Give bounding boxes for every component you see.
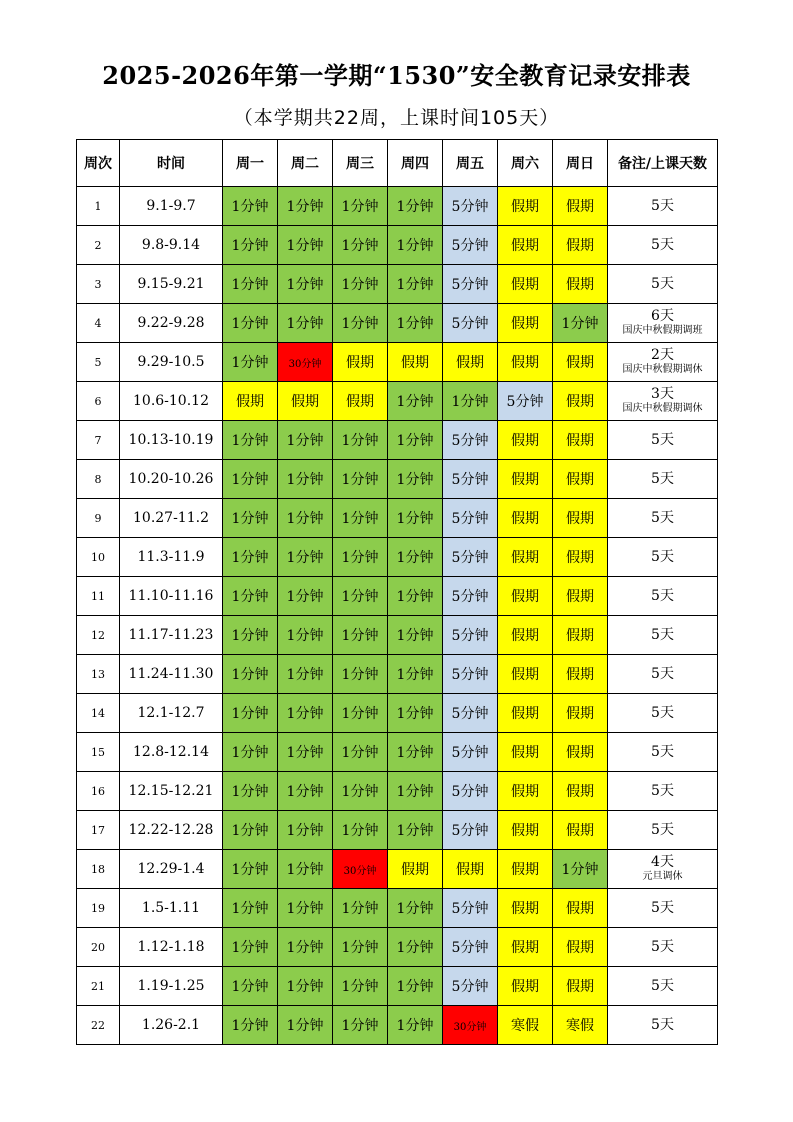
week-number: 7 [77, 421, 120, 460]
class-days: 5天 [651, 587, 674, 604]
day-cell-sat: 假期 [498, 772, 553, 811]
day-cell-sun: 假期 [553, 538, 608, 577]
header-row [77, 140, 718, 187]
week-date-range: 12.15-12.21 [120, 772, 223, 811]
day-cell-thu: 假期 [388, 850, 443, 889]
day-cell-sat: 假期 [498, 967, 553, 1006]
day-cell-thu: 1分钟 [388, 694, 443, 733]
note-cell [608, 655, 718, 694]
class-days: 5天 [651, 509, 674, 526]
table-row [77, 772, 718, 811]
week-date-range: 9.15-9.21 [120, 265, 223, 304]
day-cell-tue: 1分钟 [278, 694, 333, 733]
day-cell-sun: 假期 [553, 460, 608, 499]
day-cell-thu: 1分钟 [388, 811, 443, 850]
day-cell-sat: 假期 [498, 616, 553, 655]
day-cell-sun: 假期 [553, 343, 608, 382]
note-remark: 国庆中秋假期调休 [622, 364, 703, 375]
note-remark: 国庆中秋假期调休 [622, 403, 703, 414]
day-cell-thu: 1分钟 [388, 265, 443, 304]
week-date-range: 1.5-1.11 [120, 889, 223, 928]
week-date-range: 1.19-1.25 [120, 967, 223, 1006]
week-number: 9 [77, 499, 120, 538]
week-date-range: 12.8-12.14 [120, 733, 223, 772]
day-cell-tue: 1分钟 [278, 655, 333, 694]
day-cell-tue: 1分钟 [278, 187, 333, 226]
table-row [77, 499, 718, 538]
day-cell-sun: 假期 [553, 265, 608, 304]
week-date-range: 11.10-11.16 [120, 577, 223, 616]
class-days: 5天 [651, 665, 674, 682]
day-cell-sat: 假期 [498, 655, 553, 694]
table-row [77, 733, 718, 772]
table-row [77, 811, 718, 850]
class-days: 5天 [651, 938, 674, 955]
week-date-range: 1.12-1.18 [120, 928, 223, 967]
day-cell-mon: 1分钟 [223, 421, 278, 460]
week-number: 1 [77, 187, 120, 226]
week-number: 5 [77, 343, 120, 382]
day-cell-tue: 1分钟 [278, 811, 333, 850]
day-cell-thu: 1分钟 [388, 538, 443, 577]
day-cell-wed: 1分钟 [333, 733, 388, 772]
day-cell-sat: 假期 [498, 421, 553, 460]
day-cell-sat: 假期 [498, 694, 553, 733]
day-cell-mon: 假期 [223, 382, 278, 421]
table-row [77, 460, 718, 499]
class-days: 5天 [651, 470, 674, 487]
day-cell-tue: 1分钟 [278, 928, 333, 967]
header-sun: 周日 [553, 140, 608, 187]
day-cell-sun: 假期 [553, 616, 608, 655]
day-cell-fri: 5分钟 [443, 655, 498, 694]
week-date-range: 10.27-11.2 [120, 499, 223, 538]
table-row [77, 928, 718, 967]
day-cell-sat: 假期 [498, 187, 553, 226]
week-number: 19 [77, 889, 120, 928]
note-remark: 国庆中秋假期调班 [622, 325, 703, 336]
week-date-range: 9.8-9.14 [120, 226, 223, 265]
day-cell-wed: 假期 [333, 343, 388, 382]
day-cell-mon: 1分钟 [223, 694, 278, 733]
class-days: 5天 [651, 977, 674, 994]
day-cell-mon: 1分钟 [223, 538, 278, 577]
day-cell-wed: 1分钟 [333, 187, 388, 226]
week-number: 14 [77, 694, 120, 733]
day-cell-fri: 5分钟 [443, 577, 498, 616]
header-tue: 周二 [278, 140, 333, 187]
day-cell-tue: 1分钟 [278, 499, 333, 538]
day-cell-fri: 5分钟 [443, 538, 498, 577]
table-row [77, 967, 718, 1006]
day-cell-mon: 1分钟 [223, 811, 278, 850]
day-cell-sun: 假期 [553, 772, 608, 811]
day-cell-sun: 假期 [553, 499, 608, 538]
day-cell-thu: 1分钟 [388, 928, 443, 967]
table-row [77, 382, 718, 421]
day-cell-wed: 1分钟 [333, 538, 388, 577]
table-row [77, 187, 718, 226]
table-row [77, 577, 718, 616]
note-cell [608, 382, 718, 421]
day-cell-sun: 假期 [553, 811, 608, 850]
class-days: 5天 [651, 236, 674, 253]
day-cell-tue: 1分钟 [278, 967, 333, 1006]
day-cell-sun: 假期 [553, 577, 608, 616]
day-cell-fri: 5分钟 [443, 889, 498, 928]
header-fri: 周五 [443, 140, 498, 187]
day-cell-sat: 假期 [498, 460, 553, 499]
day-cell-thu: 1分钟 [388, 499, 443, 538]
page-subtitle: （本学期共22周，上课时间105天） [233, 107, 560, 129]
note-cell [608, 226, 718, 265]
day-cell-thu: 1分钟 [388, 772, 443, 811]
week-number: 13 [77, 655, 120, 694]
week-number: 18 [77, 850, 120, 889]
note-cell [608, 733, 718, 772]
note-cell [608, 460, 718, 499]
day-cell-wed: 1分钟 [333, 460, 388, 499]
day-cell-sat: 假期 [498, 733, 553, 772]
week-number: 4 [77, 304, 120, 343]
day-cell-mon: 1分钟 [223, 850, 278, 889]
note-cell [608, 1006, 718, 1045]
day-cell-mon: 1分钟 [223, 1006, 278, 1045]
day-cell-mon: 1分钟 [223, 772, 278, 811]
day-cell-sat: 假期 [498, 850, 553, 889]
day-cell-fri: 5分钟 [443, 928, 498, 967]
week-date-range: 9.1-9.7 [120, 187, 223, 226]
day-cell-wed: 1分钟 [333, 421, 388, 460]
day-cell-fri: 5分钟 [443, 226, 498, 265]
header-sat: 周六 [498, 140, 553, 187]
day-cell-wed: 1分钟 [333, 694, 388, 733]
day-cell-fri: 5分钟 [443, 733, 498, 772]
day-cell-mon: 1分钟 [223, 928, 278, 967]
note-cell [608, 694, 718, 733]
day-cell-sun: 假期 [553, 382, 608, 421]
note-cell [608, 577, 718, 616]
class-days: 5天 [651, 548, 674, 565]
header-note: 备注/上课天数 [608, 140, 718, 187]
day-cell-sun: 假期 [553, 733, 608, 772]
table-row [77, 421, 718, 460]
day-cell-tue: 1分钟 [278, 538, 333, 577]
class-days: 5天 [651, 782, 674, 799]
day-cell-fri: 5分钟 [443, 694, 498, 733]
week-number: 12 [77, 616, 120, 655]
day-cell-sun: 假期 [553, 655, 608, 694]
table-row [77, 343, 718, 382]
week-number: 6 [77, 382, 120, 421]
page-title: 2025-2026年第一学期“1530”安全教育记录安排表 [102, 61, 691, 90]
day-cell-wed: 1分钟 [333, 616, 388, 655]
week-number: 17 [77, 811, 120, 850]
day-cell-sun: 假期 [553, 187, 608, 226]
day-cell-thu: 1分钟 [388, 382, 443, 421]
day-cell-tue: 1分钟 [278, 733, 333, 772]
day-cell-wed: 1分钟 [333, 772, 388, 811]
day-cell-wed: 1分钟 [333, 226, 388, 265]
week-date-range: 12.29-1.4 [120, 850, 223, 889]
day-cell-sat: 假期 [498, 343, 553, 382]
day-cell-tue: 1分钟 [278, 889, 333, 928]
day-cell-sat: 假期 [498, 889, 553, 928]
day-cell-sun: 假期 [553, 694, 608, 733]
note-cell [608, 967, 718, 1006]
note-cell [608, 187, 718, 226]
week-date-range: 11.17-11.23 [120, 616, 223, 655]
week-date-range: 1.26-2.1 [120, 1006, 223, 1045]
day-cell-sun: 假期 [553, 226, 608, 265]
table-row [77, 655, 718, 694]
note-cell [608, 499, 718, 538]
week-number: 20 [77, 928, 120, 967]
week-date-range: 11.24-11.30 [120, 655, 223, 694]
day-cell-fri: 5分钟 [443, 772, 498, 811]
class-days: 5天 [651, 275, 674, 292]
day-cell-tue: 1分钟 [278, 421, 333, 460]
week-date-range: 10.6-10.12 [120, 382, 223, 421]
note-cell [608, 343, 718, 382]
day-cell-thu: 1分钟 [388, 967, 443, 1006]
day-cell-tue: 1分钟 [278, 616, 333, 655]
day-cell-fri: 5分钟 [443, 187, 498, 226]
day-cell-tue: 1分钟 [278, 265, 333, 304]
note-cell [608, 304, 718, 343]
week-date-range: 12.1-12.7 [120, 694, 223, 733]
note-cell [608, 811, 718, 850]
day-cell-fri: 假期 [443, 850, 498, 889]
day-cell-tue: 1分钟 [278, 226, 333, 265]
day-cell-fri: 5分钟 [443, 460, 498, 499]
note-cell [608, 889, 718, 928]
day-cell-sun: 假期 [553, 889, 608, 928]
day-cell-fri: 5分钟 [443, 421, 498, 460]
header-mon: 周一 [223, 140, 278, 187]
class-days: 4天 [651, 854, 674, 870]
day-cell-thu: 1分钟 [388, 421, 443, 460]
day-cell-sat: 假期 [498, 538, 553, 577]
day-cell-wed: 1分钟 [333, 1006, 388, 1045]
class-days: 5天 [651, 743, 674, 760]
day-cell-fri: 5分钟 [443, 304, 498, 343]
day-cell-sun: 寒假 [553, 1006, 608, 1045]
note-cell [608, 265, 718, 304]
day-cell-mon: 1分钟 [223, 499, 278, 538]
day-cell-mon: 1分钟 [223, 577, 278, 616]
day-cell-wed: 1分钟 [333, 499, 388, 538]
class-days: 5天 [651, 197, 674, 214]
day-cell-fri: 5分钟 [443, 811, 498, 850]
day-cell-fri: 5分钟 [443, 616, 498, 655]
note-cell [608, 850, 718, 889]
day-cell-thu: 1分钟 [388, 889, 443, 928]
day-cell-wed: 30分钟 [333, 850, 388, 889]
week-date-range: 10.20-10.26 [120, 460, 223, 499]
class-days: 5天 [651, 626, 674, 643]
schedule-table [76, 139, 718, 1045]
day-cell-wed: 1分钟 [333, 304, 388, 343]
day-cell-tue: 1分钟 [278, 304, 333, 343]
table-row [77, 538, 718, 577]
day-cell-wed: 假期 [333, 382, 388, 421]
week-number: 8 [77, 460, 120, 499]
day-cell-wed: 1分钟 [333, 655, 388, 694]
day-cell-sat: 假期 [498, 304, 553, 343]
note-cell [608, 772, 718, 811]
note-cell [608, 538, 718, 577]
day-cell-wed: 1分钟 [333, 889, 388, 928]
day-cell-tue: 1分钟 [278, 577, 333, 616]
week-date-range: 9.29-10.5 [120, 343, 223, 382]
day-cell-tue: 1分钟 [278, 772, 333, 811]
week-number: 22 [77, 1006, 120, 1045]
class-days: 5天 [651, 821, 674, 838]
class-days: 3天 [651, 386, 674, 402]
day-cell-sun: 假期 [553, 421, 608, 460]
table-row [77, 889, 718, 928]
day-cell-thu: 1分钟 [388, 616, 443, 655]
day-cell-wed: 1分钟 [333, 265, 388, 304]
table-row [77, 226, 718, 265]
note-cell [608, 421, 718, 460]
class-days: 5天 [651, 704, 674, 721]
day-cell-thu: 1分钟 [388, 226, 443, 265]
day-cell-sat: 寒假 [498, 1006, 553, 1045]
day-cell-sat: 假期 [498, 928, 553, 967]
day-cell-thu: 1分钟 [388, 1006, 443, 1045]
day-cell-thu: 1分钟 [388, 655, 443, 694]
week-number: 16 [77, 772, 120, 811]
day-cell-thu: 1分钟 [388, 577, 443, 616]
table-row [77, 616, 718, 655]
table-row [77, 304, 718, 343]
header-thu: 周四 [388, 140, 443, 187]
day-cell-sun: 1分钟 [553, 304, 608, 343]
header-wed: 周三 [333, 140, 388, 187]
week-date-range: 9.22-9.28 [120, 304, 223, 343]
day-cell-sun: 假期 [553, 928, 608, 967]
week-number: 2 [77, 226, 120, 265]
day-cell-sat: 假期 [498, 811, 553, 850]
week-number: 21 [77, 967, 120, 1006]
class-days: 6天 [651, 308, 674, 324]
day-cell-mon: 1分钟 [223, 226, 278, 265]
day-cell-sat: 假期 [498, 577, 553, 616]
day-cell-fri: 5分钟 [443, 499, 498, 538]
day-cell-tue: 30分钟 [278, 343, 333, 382]
week-number: 11 [77, 577, 120, 616]
week-number: 15 [77, 733, 120, 772]
day-cell-tue: 1分钟 [278, 1006, 333, 1045]
day-cell-sat: 假期 [498, 499, 553, 538]
class-days: 5天 [651, 431, 674, 448]
day-cell-mon: 1分钟 [223, 889, 278, 928]
day-cell-mon: 1分钟 [223, 187, 278, 226]
class-days: 5天 [651, 1016, 674, 1033]
table-row [77, 850, 718, 889]
day-cell-thu: 1分钟 [388, 460, 443, 499]
day-cell-wed: 1分钟 [333, 811, 388, 850]
day-cell-thu: 1分钟 [388, 304, 443, 343]
header-dates: 时间 [120, 140, 223, 187]
day-cell-wed: 1分钟 [333, 928, 388, 967]
table-row [77, 1006, 718, 1045]
day-cell-sun: 1分钟 [553, 850, 608, 889]
day-cell-thu: 1分钟 [388, 187, 443, 226]
day-cell-mon: 1分钟 [223, 655, 278, 694]
week-date-range: 12.22-12.28 [120, 811, 223, 850]
week-number: 3 [77, 265, 120, 304]
day-cell-fri: 5分钟 [443, 265, 498, 304]
day-cell-fri: 30分钟 [443, 1006, 498, 1045]
day-cell-tue: 假期 [278, 382, 333, 421]
day-cell-wed: 1分钟 [333, 967, 388, 1006]
week-number: 10 [77, 538, 120, 577]
day-cell-tue: 1分钟 [278, 460, 333, 499]
day-cell-wed: 1分钟 [333, 577, 388, 616]
day-cell-sat: 假期 [498, 226, 553, 265]
week-date-range: 10.13-10.19 [120, 421, 223, 460]
day-cell-thu: 假期 [388, 343, 443, 382]
class-days: 2天 [651, 347, 674, 363]
table-row [77, 265, 718, 304]
day-cell-thu: 1分钟 [388, 733, 443, 772]
day-cell-sat: 5分钟 [498, 382, 553, 421]
header-week: 周次 [77, 140, 120, 187]
day-cell-fri: 1分钟 [443, 382, 498, 421]
day-cell-mon: 1分钟 [223, 967, 278, 1006]
note-cell [608, 928, 718, 967]
note-remark: 元旦调休 [642, 871, 683, 882]
class-days: 5天 [651, 899, 674, 916]
day-cell-sat: 假期 [498, 265, 553, 304]
note-cell [608, 616, 718, 655]
day-cell-mon: 1分钟 [223, 265, 278, 304]
day-cell-fri: 假期 [443, 343, 498, 382]
day-cell-mon: 1分钟 [223, 460, 278, 499]
table-row [77, 694, 718, 733]
day-cell-mon: 1分钟 [223, 616, 278, 655]
day-cell-sun: 假期 [553, 967, 608, 1006]
schedule-body [77, 187, 718, 1045]
week-date-range: 11.3-11.9 [120, 538, 223, 577]
day-cell-mon: 1分钟 [223, 733, 278, 772]
day-cell-fri: 5分钟 [443, 967, 498, 1006]
day-cell-tue: 1分钟 [278, 850, 333, 889]
day-cell-mon: 1分钟 [223, 304, 278, 343]
day-cell-mon: 1分钟 [223, 343, 278, 382]
